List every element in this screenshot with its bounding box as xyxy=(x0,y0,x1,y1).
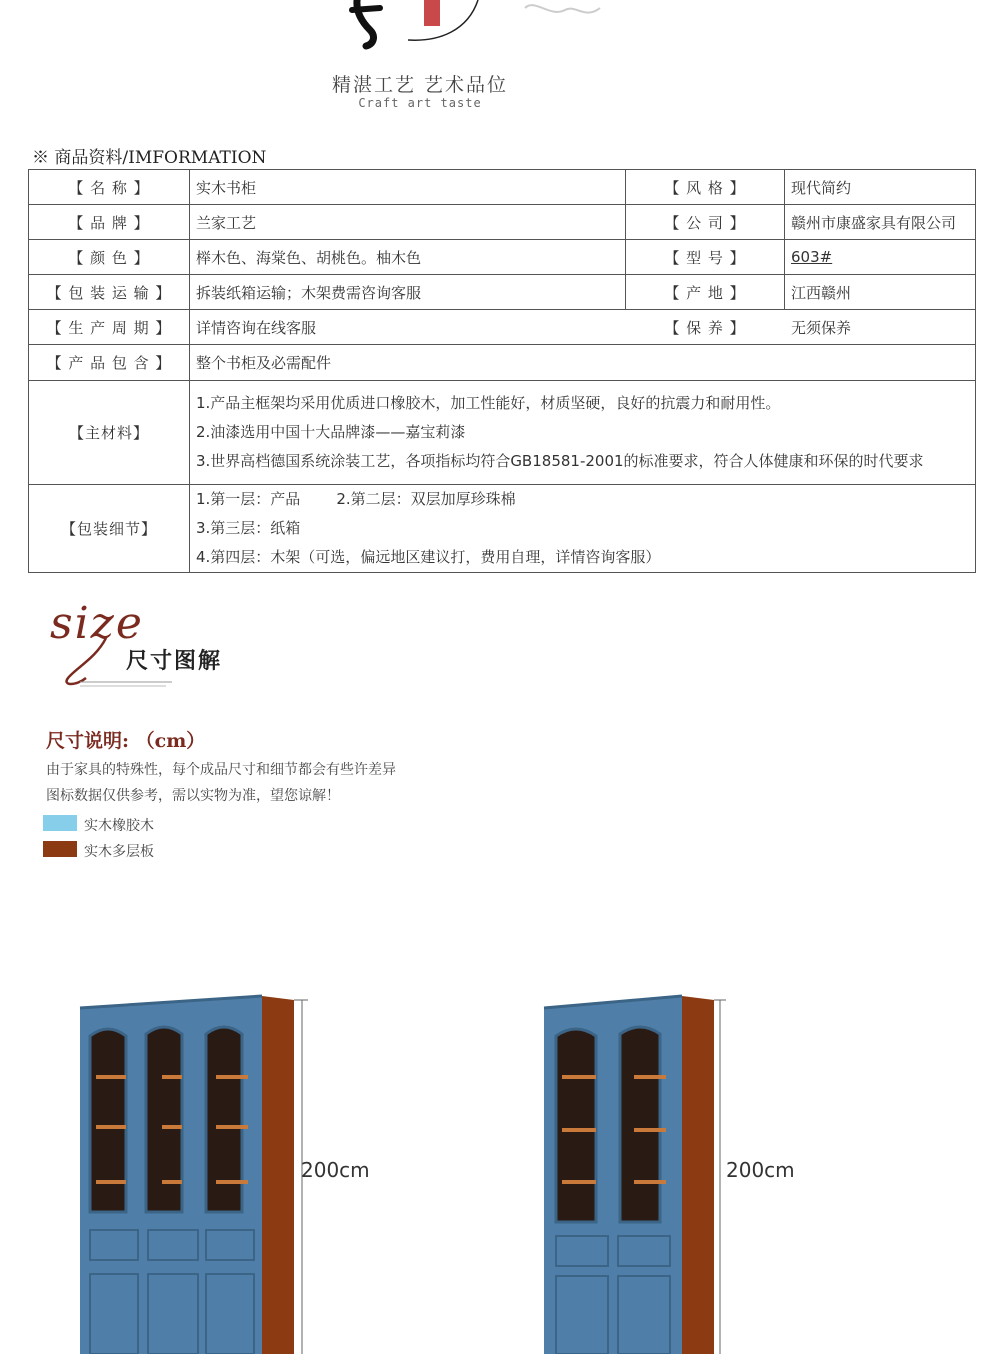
info-key: 【 颜 色 】 xyxy=(29,240,190,275)
slogan-chinese: 精湛工艺 艺术品位 xyxy=(331,74,509,96)
legend-swatch-plywood xyxy=(43,841,77,857)
info-key: 【 产 品 包 含 】 xyxy=(29,345,190,381)
info-value: 现代简约 xyxy=(785,170,976,205)
info-value: 拆装纸箱运输；木架费需咨询客服 xyxy=(190,275,626,310)
height-dimension-label: 200cm xyxy=(726,1158,795,1182)
size-diagram-logo xyxy=(46,598,276,703)
legend-label: 实木多层板 xyxy=(84,844,154,860)
info-key: 【 生 产 周 期 】 xyxy=(29,310,190,345)
package-detail xyxy=(190,485,976,573)
info-key: 【 型 号 】 xyxy=(626,240,785,275)
info-value: 实木书柜 xyxy=(190,170,626,205)
swirl-icon xyxy=(46,638,176,688)
info-key: 【 产 地 】 xyxy=(626,275,785,310)
table-row xyxy=(29,170,976,205)
info-value: 江西赣州 xyxy=(785,275,976,310)
table-row xyxy=(29,310,976,345)
table-row xyxy=(29,240,976,275)
material-line: 2.油漆选用中国十大品牌漆——嘉宝莉漆 xyxy=(196,423,466,441)
info-value xyxy=(785,240,976,275)
size-heading: 尺寸说明: （cm） xyxy=(46,730,206,752)
material-description xyxy=(190,381,976,485)
info-key: 【主材料】 xyxy=(29,381,190,485)
package-layer-2: 2.第二层：双层加厚珍珠棉 xyxy=(336,490,516,508)
package-line: 4.第四层：木架（可选，偏远地区建议打，费用自理，详情咨询客服） xyxy=(196,548,661,566)
info-key: 【 名 称 】 xyxy=(29,170,190,205)
info-value: 详情咨询在线客服 xyxy=(190,310,626,345)
material-line: 3.世界高档德国系统涂装工艺，各项指标均符合GB18581-2001的标准要求，符合人体健康和环保的时代要求 xyxy=(196,452,924,470)
material-line: 1.产品主框架均采用优质进口橡胶木，加工性能好，材质坚硬，良好的抗震力和耐用性。 xyxy=(196,394,781,412)
info-value: 榉木色、海棠色、胡桃色。柚木色 xyxy=(190,240,626,275)
legend-swatch-rubberwood xyxy=(43,815,77,831)
table-row xyxy=(29,485,976,573)
package-line: 3.第三层：纸箱 xyxy=(196,519,301,537)
size-logo-word: size xyxy=(50,598,144,649)
legend-label: 实木橡胶木 xyxy=(84,818,154,834)
info-key: 【 保 养 】 xyxy=(626,310,785,345)
table-row xyxy=(29,205,976,240)
table-row xyxy=(29,275,976,310)
height-dimension-label: 200cm xyxy=(301,1158,370,1182)
model-number: 603# xyxy=(791,248,833,266)
info-key: 【 品 牌 】 xyxy=(29,205,190,240)
cloud-ornament-icon xyxy=(520,0,620,22)
brand-seal-icon xyxy=(340,0,510,50)
table-row xyxy=(29,381,976,485)
info-value: 整个书柜及必需配件 xyxy=(190,345,976,381)
product-info-table xyxy=(28,169,976,573)
package-line xyxy=(196,485,975,514)
bookcase-three-door-image xyxy=(76,992,316,1358)
table-row xyxy=(29,345,976,381)
info-value: 兰家工艺 xyxy=(190,205,626,240)
size-logo-chinese: 尺寸图解 xyxy=(126,649,223,674)
size-note: 由于家具的特殊性，每个成品尺寸和细节都会有些许差异 xyxy=(46,762,396,778)
size-note: 图标数据仅供参考，需以实物为准，望您谅解！ xyxy=(46,788,340,804)
slogan-english: Craft art taste xyxy=(358,96,482,110)
info-value: 无须保养 xyxy=(785,310,976,345)
info-key: 【包装细节】 xyxy=(29,485,190,573)
info-key: 【 风 格 】 xyxy=(626,170,785,205)
package-layer-1: 1.第一层：产品 xyxy=(196,490,301,508)
info-value: 赣州市康盛家具有限公司 xyxy=(785,205,976,240)
info-key: 【 公 司 】 xyxy=(626,205,785,240)
info-key: 【 包 装 运 输 】 xyxy=(29,275,190,310)
bookcase-two-door-image xyxy=(540,992,740,1358)
info-section-title: ※ 商品资料/IMFORMATION xyxy=(32,148,267,168)
